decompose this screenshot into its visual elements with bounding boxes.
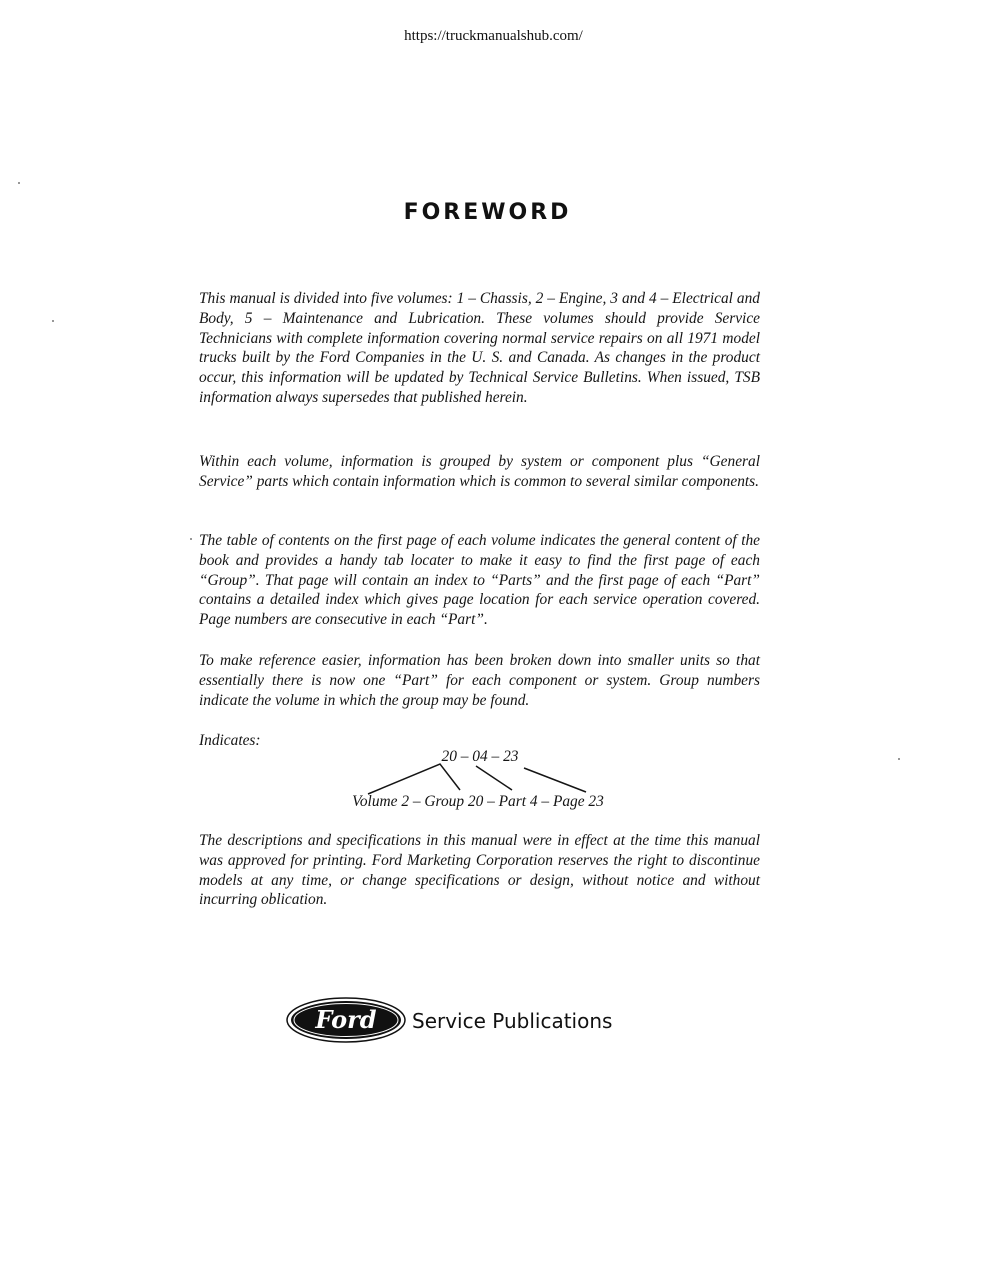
page-title: FOREWORD (403, 200, 572, 225)
example-code: 20 – 04 – 23 (441, 748, 519, 765)
source-url[interactable]: https://truckmanualshub.com/ (404, 28, 583, 44)
publisher-name: Service Publications (412, 1009, 613, 1033)
example-breakdown: Volume 2 – Group 20 – Part 4 – Page 23 (352, 793, 604, 810)
publisher-footer (286, 996, 612, 1044)
ford-oval-logo-icon (286, 996, 410, 1044)
paragraph-reference: To make reference easier, information has been broken down into smaller units so that essentially there is now one “Part” for each component or system. Group numbers indicate the volume in which the group may be found. (199, 652, 760, 709)
scan-speck (18, 182, 20, 184)
paragraph-volumes: This manual is divided into five volumes: 1 – Chassis, 2 – Engine, 3 and 4 – Electrical and Body, 5 – Maintenance and Lubrication. These volumes should provide Service Technicians with complete information covering normal service repairs on all 1971 model trucks built by the Ford Companies in the U. S. and Canada. As changes in the product occur, this information will be updated by Technical Service Bulletins. When issued, TSB information always supersedes that published herein. (199, 290, 760, 406)
scan-speck (190, 538, 192, 540)
ford-logo-wordmark: Ford (315, 1005, 377, 1034)
indicates-label: Indicates: (199, 732, 261, 749)
paragraph-table-of-contents: The table of contents on the first page of each volume indicates the general content of the book and provides a handy tab locater to make it easy to find the first page of each “Group”. That page will contain an index to “Parts” and the first page of each “Part” contains a detailed index which gives page location for each service operation covered. Page numbers are consecutive in each “Part”. (199, 532, 760, 629)
scan-speck (52, 320, 54, 322)
paragraph-grouping: Within each volume, information is grouped by system or component plus “General Service” parts which contain information which is common to several similar components. (199, 453, 760, 490)
paragraph-disclaimer: The descriptions and specifications in this manual were in effect at the time this manual was approved for printing. Ford Marketing Corporation reserves the right to discontinue models at any time, or change specifications or design, without notice and without incurring oblication. (199, 832, 760, 909)
scan-speck (898, 758, 900, 760)
